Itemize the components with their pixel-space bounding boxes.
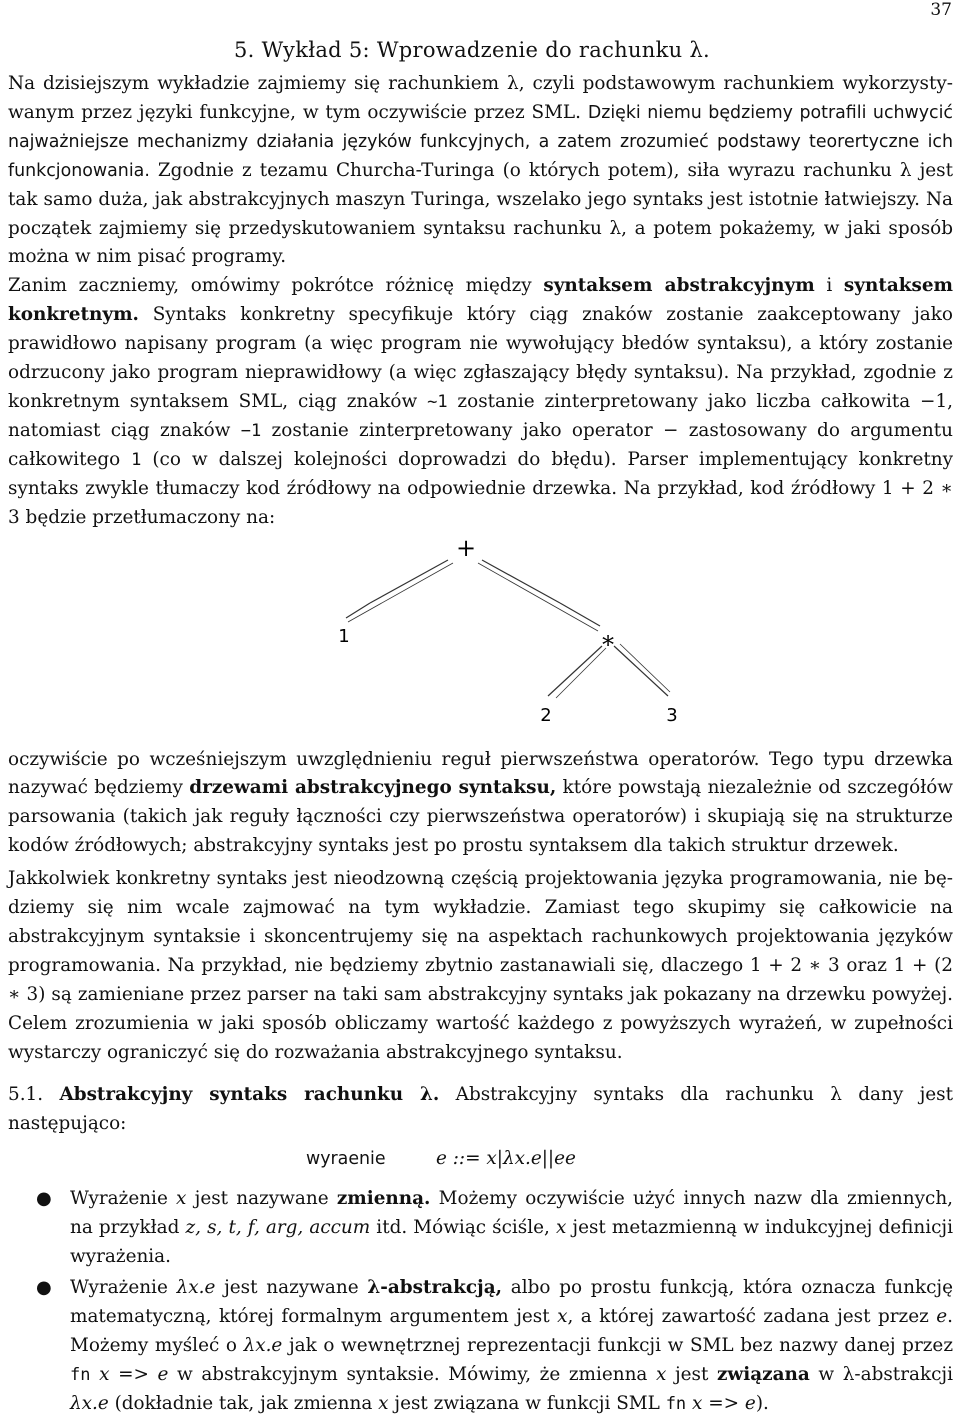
term-concrete-syntax: syntaksem konkretnym.	[8, 275, 953, 326]
tree-edge	[560, 603, 600, 626]
grammar-rule	[8, 1145, 953, 1177]
term-ast: drzewami abstrakcyjnego syntaksu,	[189, 777, 557, 799]
tree-edge	[370, 560, 448, 603]
text: Zgodnie z tezamu Churcha-Turinga (o których potem), siła wyrazu rachunku λ jest tak samo duża, jak abstrakcyjnych maszyn Turinga, wszelako jego syntaks jest istotnie łatwiejszy. Na początek zajmiemy się przedyskutowaniem syntaksu rachunku λ, a potem pokażemy, w jaki sposób można w nim pisać programy.	[8, 159, 953, 268]
term-abstract-syntax: syntaksem abstrakcyjnym	[543, 275, 815, 297]
tree-node-right: ∗	[599, 625, 617, 654]
grammar-name: wyraenie	[306, 1149, 386, 1170]
paragraph-focus	[8, 865, 953, 1067]
text: Zanim zaczniemy, omówimy pokrótce różnicę między	[8, 275, 544, 297]
term-variable: zmienną.	[336, 1188, 431, 1210]
list-item: ● Wyrażenie x jest nazywane zmienną. Możemy oczywiście użyć innych nazw dla zmiennych, na przykład z, s, t, f, arg, accum itd. Mówiąc ściśle, x jest metazmienną w indukcyjnej definicji wyrażenia.	[8, 1185, 953, 1272]
page-number: 37	[930, 0, 952, 20]
definition-list	[8, 1185, 953, 1418]
tree-edge	[548, 646, 602, 696]
paragraph-intro	[8, 70, 953, 272]
abstract-syntax-tree	[8, 536, 953, 746]
text: zostanie zinterpretowany jako liczba całkowita −1, natomiast ciąg znaków	[8, 390, 953, 441]
grammar-production: e ::= x|λx.e||ee	[436, 1148, 576, 1170]
tree-node-right-left: 2	[540, 704, 552, 726]
text: oraz	[839, 954, 894, 976]
tree-node-left: 1	[338, 625, 350, 647]
tree-edge	[556, 648, 606, 698]
section-5-1	[8, 1081, 953, 1139]
section-title: Abstrakcyjny syntaks rachunku λ.	[59, 1084, 440, 1106]
tree-node-right-right: 3	[666, 704, 678, 726]
code-expression: 1 + 2 ∗ 3	[749, 954, 840, 976]
tree-edge	[478, 563, 598, 631]
paragraph-ast	[8, 746, 953, 862]
term-bound: związana	[716, 1363, 810, 1385]
tree-edge	[346, 603, 370, 618]
text: Na dzisiejszym wykładzie zajmiemy się rachunkiem λ, czyli podstawowym rachunkiem wykorzystywanym przez języki funkcyjne, w tym oczywiście przez SML.	[8, 73, 953, 123]
term-lambda-abstraction: λ-abstrakcją,	[367, 1277, 503, 1298]
bullet-icon: ●	[36, 1188, 52, 1210]
text: zostanie zinterpretowany jako operator − zastosowany do argumentu całkowitego	[8, 419, 953, 470]
page-content	[8, 70, 953, 1421]
code-expression: 1 + (2 ∗ 3)	[8, 954, 953, 1005]
code-tilde-one: ~1	[427, 391, 448, 412]
tree-edge	[482, 560, 560, 603]
text: które powstają niezależnie od szczegółów parsowania (takich jak reguły łączności czy pierwszeństwa operatorów) i skupiają się na strukturze kodów źródłowych; abstrakcyjny syntaks jest po prostu syntaksem dla takich struktur drzewek.	[8, 777, 954, 857]
chapter-heading: 5. Wykład 5: Wprowadzenie do rachunku λ.	[234, 38, 711, 62]
tree-edge	[348, 563, 453, 622]
text: i	[814, 275, 844, 297]
text-sans: Dzięki niemu będziemy potrafili uchwycić najważniejsze mechanizmy działania języków funkcyjnych, a zatem zrozumieć podstawy teorertyczne ich funkcjonowania.	[8, 102, 953, 181]
code-minus-one: −1	[240, 420, 262, 441]
paragraph-syntax	[8, 272, 953, 532]
list-item: ● Wyrażenie λx.e jest nazywane λ-abstrakcją, albo po prostu funkcją, która oznacza funkcję matematyczną, której formalnym argumentem jest x, a której zawartość zadana jest przez e. Możemy myśleć o λx.e jak o wewnętrznej reprezentacji funkcji w SML bez nazwy danej przez fn x => e w abstrakcyjnym syntaksie. Mówimy, że zmienna x jest związana w λ-abstrakcji λx.e (dokładnie tak, jak zmienna x jest związana w funkcji SML fn x => e).	[8, 1274, 953, 1419]
text: Abstrakcyjny syntaks dla rachunku λ dany jest następująco:	[8, 1084, 953, 1135]
bullet-icon: ●	[36, 1277, 52, 1298]
tree-node-root: +	[455, 535, 477, 562]
text: są zamieniane przez parser na taki sam abstrakcyjny syntaks jak pokazany na drzewku powyżej. Celem zrozumienia w jaki sposób obliczamy wartość każdego z powyższych wyrażeń, w zupełności wystarczy ograniczyć się do rozważania abstrakcyjnego syntaksu.	[8, 983, 953, 1063]
text: będzie przetłumaczony na:	[19, 506, 276, 528]
tree-edge	[614, 646, 668, 696]
text: (co w dalszej kolejności doprowadzi do błędu). Parser implementujący konkretny syntaks zwykle tłumaczy kod źródłowy na odpowiednie drzewka. Na przykład, kod źródłowy	[8, 448, 954, 499]
code-one: 1	[131, 449, 142, 470]
tree-edge	[620, 644, 670, 692]
text: Syntaks konkretny specyfikuje który ciąg znaków zostanie zaakceptowany jako prawidłowo napisany program (a więc program nie wywołujący błedów syntaksu), a który zostanie odrzucony jako program nieprawidłowy (a więc zgłaszający błędy syntaksu). Na przykład, zgodnie z konkretnym syntaksem SML, ciąg znaków	[8, 304, 953, 412]
text: oczywiście po wcześniejszym uwzględnieniu reguł pierwszeństwa operatorów. Tego typu drzewka nazywać będziemy	[8, 748, 953, 799]
section-number: 5.1.	[8, 1084, 44, 1106]
text: Jakkolwiek konkretny syntaks jest nieodzowną częścią projektowania języka programowania, nie będziemy się nim wcale zajmować na tym wykładzie. Zamiast tego skupimy się całkowicie na abstrakcyjnym syntaksie i skoncentrujemy się na aspektach rachunkowych projektowania języków programowania. Na przykład, nie będziemy zbytnio zastanawiali się, dlaczego	[8, 868, 953, 976]
code-expression: 1 + 2 ∗ 3	[8, 477, 953, 528]
